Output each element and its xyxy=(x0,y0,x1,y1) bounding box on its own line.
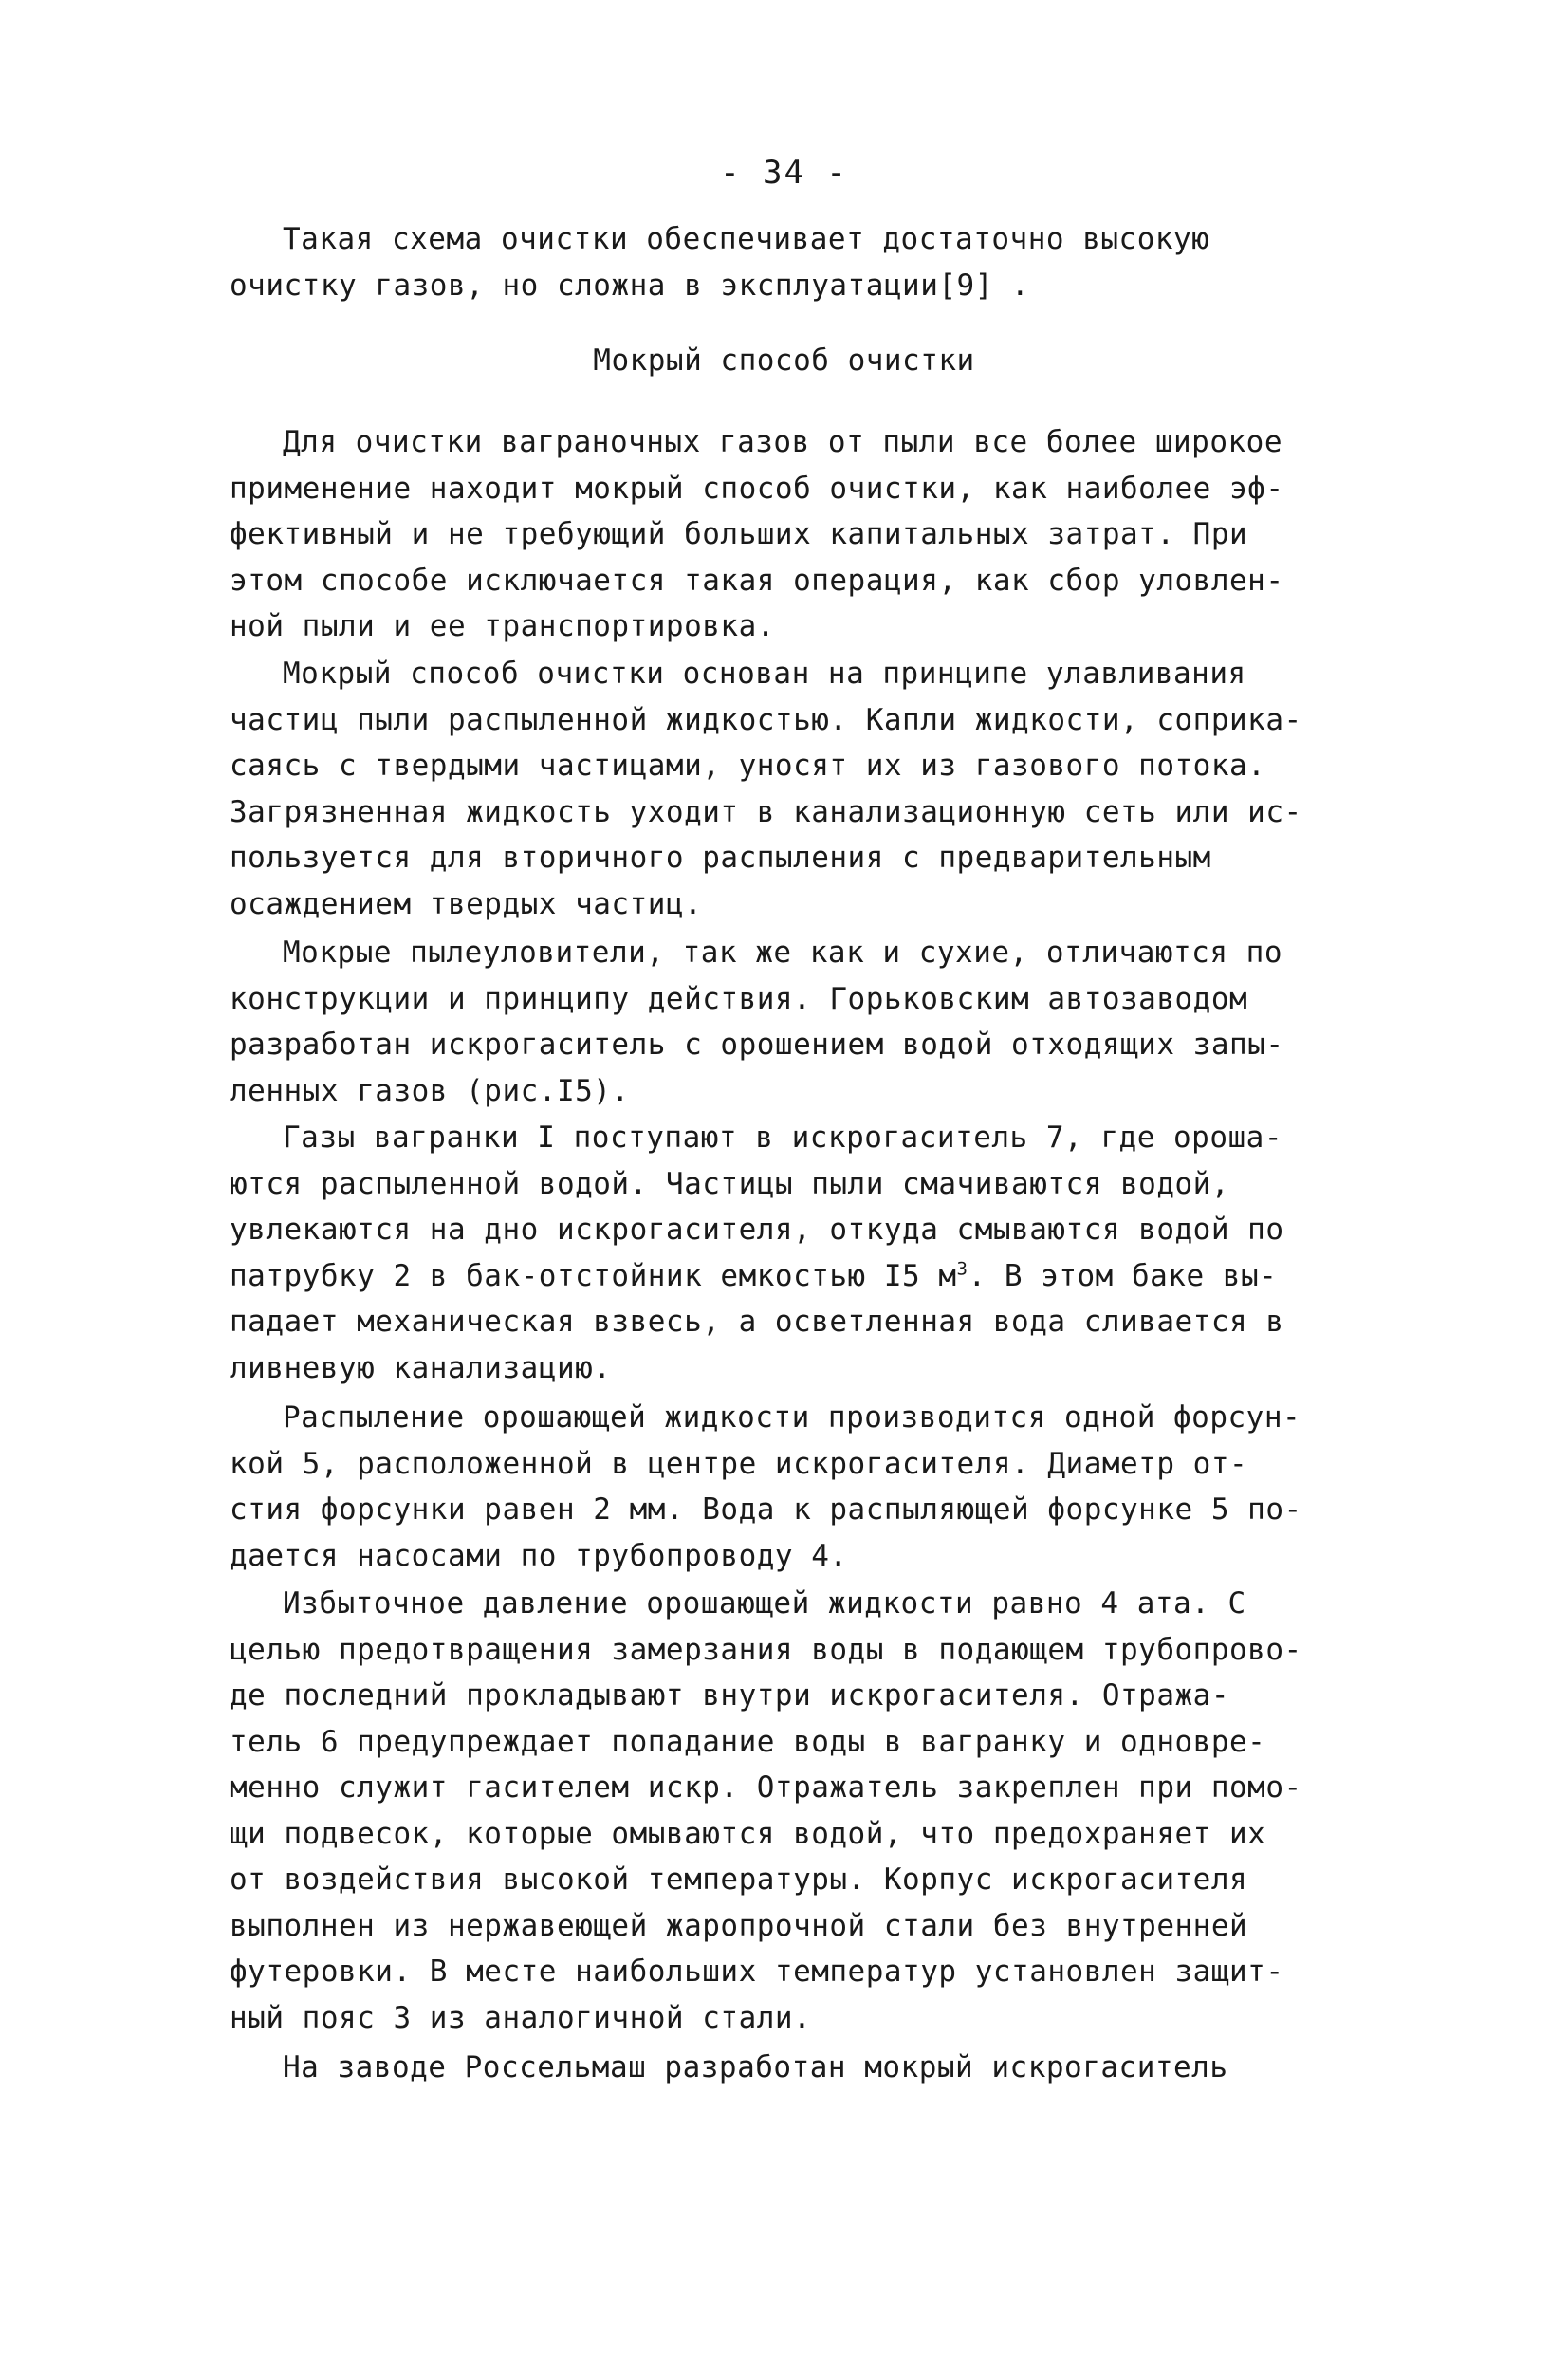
text-line: стия форсунки равен 2 мм. Вода к распыляющей форсунке 5 по- xyxy=(230,1492,1302,1527)
text-line: разработан искрогаситель с орошением водой отходящих запы- xyxy=(230,1028,1284,1062)
paragraph-1 xyxy=(230,419,1320,650)
text-line: осаждением твердых частиц. xyxy=(230,886,703,921)
text-line: ный пояс 3 из аналогичной стали. xyxy=(230,2000,812,2035)
paragraph-3 xyxy=(230,930,1320,1114)
text-line: Избыточное давление орошающей жидкости равно 4 ата. С xyxy=(283,1586,1246,1621)
text-line: Загрязненная жидкость уходит в канализационную сеть или ис- xyxy=(230,794,1302,829)
paragraph-5 xyxy=(230,1395,1320,1579)
text-segment: . В этом баке вы- xyxy=(968,1258,1278,1293)
text-line: пользуется для вторичного распыления с предварительным xyxy=(230,841,1211,875)
text-line: кой 5, расположенной в центре искрогасителя. Диаметр от- xyxy=(230,1446,1248,1481)
text-line: целью предотвращения замерзания воды в подающем трубопрово- xyxy=(230,1632,1302,1667)
text-line: падает механическая взвесь, а осветленная вода сливается в xyxy=(230,1305,1284,1339)
superscript: 3 xyxy=(956,1258,968,1280)
text-line: Для очистки ваграночных газов от пыли все более широкое xyxy=(283,425,1282,459)
text-line: менно служит гасителем искр. Отражатель закреплен при помо- xyxy=(230,1770,1302,1805)
paragraph-2 xyxy=(230,651,1320,927)
text-line: увлекаются на дно искрогасителя, откуда смываются водой по xyxy=(230,1213,1284,1247)
text-line: конструкции и принципу действия. Горьковским автозаводом xyxy=(230,981,1248,1016)
page-number: - 34 - xyxy=(720,154,848,192)
text-line: Распыление орошающей жидкости производится одной форсун- xyxy=(283,1400,1301,1435)
text-line: частиц пыли распыленной жидкостью. Капли жидкости, соприка- xyxy=(230,702,1302,737)
text-line: ной пыли и ее транспортировка. xyxy=(230,609,775,643)
text-line: Мокрый способ очистки основан на принципе улавливания xyxy=(283,657,1246,691)
text-line: фективный и не требующий больших капитальных затрат. При xyxy=(230,517,1248,551)
text-line: Мокрые пылеуловители, так же как и сухие, отличаются по xyxy=(283,936,1282,970)
text-line: применение находит мокрый способ очистки, как наиболее эф- xyxy=(230,471,1284,506)
section-heading: Мокрый способ очистки xyxy=(593,343,975,378)
text-line: от воздействия высокой температуры. Корпус искрогасителя xyxy=(230,1862,1248,1897)
text-line: щи подвесок, которые омываются водой, что предохраняет их xyxy=(230,1816,1266,1851)
paragraph-7 xyxy=(230,2045,1320,2091)
paragraph-4 xyxy=(230,1115,1320,1391)
text-line: этом способе исключается такая операция, как сбор уловлен- xyxy=(230,563,1284,598)
text-line: выполнен из нержавеющей жаропрочной стали без внутренней xyxy=(230,1908,1248,1943)
text-line: очистку газов, но сложна в эксплуатации[9] . xyxy=(230,268,1030,303)
text-line: Такая схема очистки обеспечивает достаточно высокую xyxy=(283,222,1210,256)
text-line: На заводе Россельмаш разработан мокрый искрогаситель xyxy=(283,2050,1228,2084)
text-line: ются распыленной водой. Частицы пыли смачиваются водой, xyxy=(230,1166,1229,1201)
intro-text xyxy=(230,216,1320,308)
text-line: футеровки. В месте наибольших температур установлен защит- xyxy=(230,1955,1284,1989)
paragraph-6 xyxy=(230,1581,1320,2041)
text-line: тель 6 предупреждает попадание воды в вагранку и одновре- xyxy=(230,1724,1266,1759)
text-line: де последний прокладывают внутри искрогасителя. Отража- xyxy=(230,1678,1229,1713)
text-line: дается насосами по трубопроводу 4. xyxy=(230,1538,848,1573)
text-line: ленных газов (рис.I5). xyxy=(230,1073,630,1108)
text-segment: патрубку 2 в бак-отстойник емкостью I5 м xyxy=(230,1258,957,1293)
text-line: Газы вагранки I поступают в искрогаситель 7, где ороша- xyxy=(283,1121,1282,1155)
text-line: ливневую канализацию. xyxy=(230,1350,612,1385)
text-line: саясь с твердыми частицами, уносят их из газового потока. xyxy=(230,749,1266,783)
text-line-with-superscript xyxy=(230,1253,1320,1300)
